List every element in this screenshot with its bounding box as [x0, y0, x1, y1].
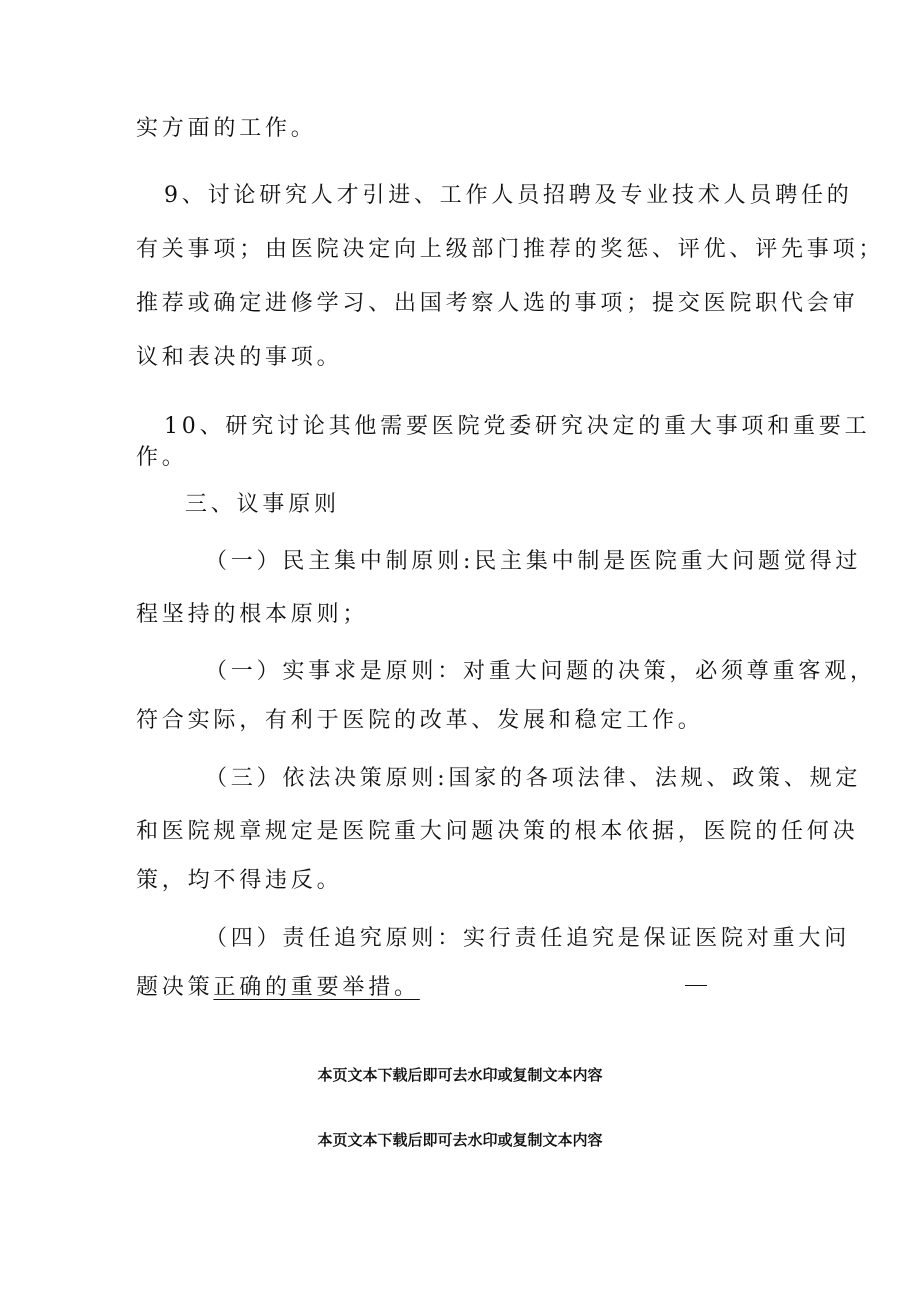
text-line-10: 程坚持的根本原则； [136, 602, 369, 627]
text-line-13: （三）依法决策原则:国家的各项法律、法规、政策、规定 [205, 766, 862, 791]
end-dash [685, 985, 707, 986]
text-line-16: （四）责任追究原则：实行责任追究是保证医院对重大问 [205, 926, 851, 951]
text-line-17-start: 题决策 [136, 975, 214, 1000]
text-line-17 [136, 974, 420, 1002]
text-line-3: 有关事项；由医院决定向上级部门推荐的奖惩、评优、评先事项； [136, 237, 885, 262]
watermark-line-1: 本页文本下载后即可去水印或复制文本内容 [317, 1066, 603, 1084]
text-line-5: 议和表决的事项。 [136, 345, 343, 370]
text-line-12: 符合实际，有利于医院的改革、发展和稳定工作。 [136, 708, 704, 733]
text-line-11: （一）实事求是原则：对重大问题的决策，必须尊重客观， [205, 659, 876, 684]
text-line-15: 策，均不得违反。 [136, 868, 343, 893]
watermark-line-2: 本页文本下载后即可去水印或复制文本内容 [317, 1131, 603, 1149]
section-heading: 三、议事原则 [185, 492, 340, 517]
text-line-6: 10、研究讨论其他需要医院党委研究决定的重大事项和重要工 [164, 414, 871, 439]
text-line-4: 推荐或确定进修学习、出国考察人选的事项；提交医院职代会审 [136, 291, 859, 316]
text-line-1: 实方面的工作。 [136, 116, 317, 141]
text-line-9: （一）民主集中制原则:民主集中制是医院重大问题觉得过 [205, 549, 862, 574]
text-line-2: 9、讨论研究人才引进、工作人员招聘及专业技术人员聘任的 [164, 183, 853, 208]
text-line-14: 和医院规章规定是医院重大问题决策的根本依据，医院的任何决 [136, 819, 859, 844]
underlined-phrase: 正确的重要举措。 [213, 975, 420, 1000]
text-line-7: 作。 [136, 445, 188, 470]
